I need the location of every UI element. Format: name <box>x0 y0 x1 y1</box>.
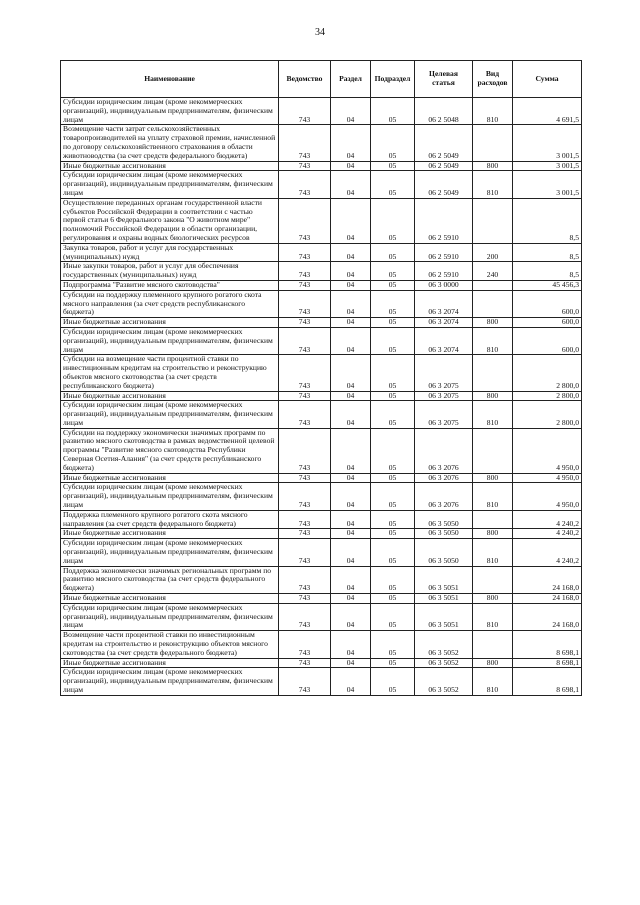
cell-sum: 8 698,1 <box>513 658 582 668</box>
cell-target: 06 3 2075 <box>415 391 473 401</box>
cell-sum: 4 950,0 <box>513 473 582 483</box>
cell-expense: 800 <box>473 594 513 604</box>
cell-expense <box>473 566 513 593</box>
cell-dept: 743 <box>279 483 331 510</box>
cell-name: Субсидии юридическим лицам (кроме некоммерческих организаций), индивидуальным предпринимателям, физическим лицам <box>61 401 279 428</box>
cell-section: 04 <box>331 355 371 391</box>
cell-expense: 240 <box>473 262 513 281</box>
cell-subsection: 05 <box>371 603 415 630</box>
cell-subsection: 05 <box>371 566 415 593</box>
cell-target: 06 3 2075 <box>415 355 473 391</box>
cell-dept: 743 <box>279 125 331 161</box>
cell-target: 06 3 5052 <box>415 658 473 668</box>
cell-target: 06 3 5050 <box>415 539 473 566</box>
table-row <box>61 171 582 198</box>
cell-expense: 810 <box>473 98 513 125</box>
cell-expense: 810 <box>473 171 513 198</box>
cell-expense <box>473 428 513 473</box>
cell-sum: 24 168,0 <box>513 594 582 604</box>
cell-dept: 743 <box>279 391 331 401</box>
cell-expense <box>473 290 513 317</box>
cell-section: 04 <box>331 243 371 262</box>
table-row <box>61 631 582 658</box>
cell-sum: 2 800,0 <box>513 391 582 401</box>
cell-target: 06 2 5049 <box>415 125 473 161</box>
cell-expense: 810 <box>473 668 513 695</box>
cell-subsection: 05 <box>371 510 415 529</box>
cell-target: 06 3 2076 <box>415 428 473 473</box>
cell-section: 04 <box>331 171 371 198</box>
cell-section: 04 <box>331 125 371 161</box>
cell-expense: 810 <box>473 539 513 566</box>
cell-name: Субсидии на поддержку племенного крупного рогатого скота мясного направления (за счет средств республиканского бюджета) <box>61 290 279 317</box>
cell-name: Субсидии юридическим лицам (кроме некоммерческих организаций), индивидуальным предпринимателям, физическим лицам <box>61 539 279 566</box>
cell-target: 06 3 5051 <box>415 603 473 630</box>
cell-name: Субсидии юридическим лицам (кроме некоммерческих организаций), индивидуальным предпринимателям, физическим лицам <box>61 483 279 510</box>
cell-dept: 743 <box>279 566 331 593</box>
table-row <box>61 428 582 473</box>
table-row <box>61 355 582 391</box>
cell-dept: 743 <box>279 529 331 539</box>
cell-name: Иные бюджетные ассигнования <box>61 594 279 604</box>
cell-name: Подпрограмма "Развитие мясного скотоводства" <box>61 280 279 290</box>
cell-name: Возмещение части процентной ставки по инвестиционным кредитам на строительство и реконструкцию объектов мясного скотоводства (за счет средств федерального бюджета) <box>61 631 279 658</box>
header-sum: Сумма <box>513 61 582 98</box>
cell-dept: 743 <box>279 198 331 243</box>
cell-name: Иные закупки товаров, работ и услуг для обеспечения государственных (муниципальных) нужд <box>61 262 279 281</box>
cell-section: 04 <box>331 566 371 593</box>
cell-subsection: 05 <box>371 171 415 198</box>
cell-name: Иные бюджетные ассигнования <box>61 529 279 539</box>
table-row <box>61 280 582 290</box>
cell-target: 06 3 2076 <box>415 473 473 483</box>
cell-subsection: 05 <box>371 290 415 317</box>
cell-dept: 743 <box>279 539 331 566</box>
cell-section: 04 <box>331 473 371 483</box>
cell-name: Субсидии юридическим лицам (кроме некоммерческих организаций), индивидуальным предпринимателям, физическим лицам <box>61 171 279 198</box>
cell-expense: 810 <box>473 327 513 354</box>
cell-name: Закупка товаров, работ и услуг для государственных (муниципальных) нужд <box>61 243 279 262</box>
cell-sum: 4 240,2 <box>513 510 582 529</box>
cell-sum: 600,0 <box>513 327 582 354</box>
cell-subsection: 05 <box>371 262 415 281</box>
cell-section: 04 <box>331 198 371 243</box>
cell-sum: 8,5 <box>513 243 582 262</box>
cell-sum: 8 698,1 <box>513 668 582 695</box>
cell-target: 06 3 2076 <box>415 483 473 510</box>
table-row <box>61 327 582 354</box>
cell-target: 06 3 2075 <box>415 401 473 428</box>
cell-name: Иные бюджетные ассигнования <box>61 473 279 483</box>
cell-sum: 4 950,0 <box>513 428 582 473</box>
page-number: 34 <box>315 27 325 38</box>
cell-expense: 800 <box>473 473 513 483</box>
cell-sum: 600,0 <box>513 290 582 317</box>
cell-dept: 743 <box>279 327 331 354</box>
cell-dept: 743 <box>279 428 331 473</box>
cell-target: 06 2 5048 <box>415 98 473 125</box>
cell-target: 06 3 2074 <box>415 327 473 354</box>
cell-dept: 743 <box>279 658 331 668</box>
cell-subsection: 05 <box>371 594 415 604</box>
cell-target: 06 3 2074 <box>415 290 473 317</box>
cell-subsection: 05 <box>371 658 415 668</box>
cell-dept: 743 <box>279 355 331 391</box>
cell-sum: 3 001,5 <box>513 161 582 171</box>
cell-expense <box>473 510 513 529</box>
cell-section: 04 <box>331 280 371 290</box>
cell-section: 04 <box>331 510 371 529</box>
cell-sum: 2 800,0 <box>513 355 582 391</box>
cell-sum: 4 691,5 <box>513 98 582 125</box>
cell-sum: 24 168,0 <box>513 603 582 630</box>
cell-name: Иные бюджетные ассигнования <box>61 161 279 171</box>
cell-name: Поддержка племенного крупного рогатого скота мясного направления (за счет средств федерального бюджета) <box>61 510 279 529</box>
cell-expense <box>473 631 513 658</box>
cell-expense: 800 <box>473 529 513 539</box>
cell-subsection: 05 <box>371 98 415 125</box>
cell-name: Иные бюджетные ассигнования <box>61 658 279 668</box>
cell-sum: 8,5 <box>513 198 582 243</box>
cell-subsection: 05 <box>371 198 415 243</box>
cell-name: Субсидии юридическим лицам (кроме некоммерческих организаций), индивидуальным предпринимателям, физическим лицам <box>61 327 279 354</box>
cell-sum: 3 001,5 <box>513 125 582 161</box>
cell-sum: 8,5 <box>513 262 582 281</box>
cell-name: Субсидии на поддержку экономически значимых программ по развитию мясного скотоводства в рамках ведомственной целевой программы "Развитие мясного скотоводства Республики Северная Осетия-Алания" (за счет средств республиканского бюджета) <box>61 428 279 473</box>
cell-section: 04 <box>331 668 371 695</box>
table-row <box>61 510 582 529</box>
cell-subsection: 05 <box>371 161 415 171</box>
cell-dept: 743 <box>279 318 331 328</box>
table-header-row <box>61 61 582 98</box>
cell-subsection: 05 <box>371 631 415 658</box>
header-name: Наименование <box>61 61 279 98</box>
table-row <box>61 603 582 630</box>
cell-expense <box>473 355 513 391</box>
table-row <box>61 243 582 262</box>
cell-dept: 743 <box>279 510 331 529</box>
cell-name: Субсидии юридическим лицам (кроме некоммерческих организаций), индивидуальным предпринимателям, физическим лицам <box>61 668 279 695</box>
cell-target: 06 3 5052 <box>415 668 473 695</box>
cell-subsection: 05 <box>371 125 415 161</box>
cell-name: Осуществление переданных органам государственной власти субъектов Российской Федерации в соответствии с частью первой статьи 6 Федерального закона "О животном мире" полномочий Российской Федерации в области организации, регулирования и охраны водных биологических ресурсов <box>61 198 279 243</box>
cell-target: 06 2 5910 <box>415 262 473 281</box>
cell-dept: 743 <box>279 243 331 262</box>
cell-expense: 200 <box>473 243 513 262</box>
header-target: Целевая статья <box>415 61 473 98</box>
cell-subsection: 05 <box>371 243 415 262</box>
cell-subsection: 05 <box>371 280 415 290</box>
table-row <box>61 125 582 161</box>
table-row <box>61 318 582 328</box>
cell-expense <box>473 125 513 161</box>
cell-dept: 743 <box>279 473 331 483</box>
cell-name: Субсидии юридическим лицам (кроме некоммерческих организаций), индивидуальным предпринимателям, физическим лицам <box>61 603 279 630</box>
cell-dept: 743 <box>279 401 331 428</box>
cell-target: 06 3 5050 <box>415 529 473 539</box>
cell-expense: 810 <box>473 401 513 428</box>
cell-dept: 743 <box>279 290 331 317</box>
cell-dept: 743 <box>279 603 331 630</box>
header-dept: Ведомство <box>279 61 331 98</box>
header-expense: Вид расходов <box>473 61 513 98</box>
cell-target: 06 3 2074 <box>415 318 473 328</box>
cell-name: Иные бюджетные ассигнования <box>61 318 279 328</box>
cell-sum: 2 800,0 <box>513 401 582 428</box>
table-row <box>61 290 582 317</box>
cell-expense <box>473 280 513 290</box>
cell-section: 04 <box>331 391 371 401</box>
cell-expense: 800 <box>473 391 513 401</box>
table-row <box>61 539 582 566</box>
cell-name: Поддержка экономически значимых региональных программ по развитию мясного скотоводства (за счет средств федерального бюджета) <box>61 566 279 593</box>
cell-dept: 743 <box>279 98 331 125</box>
cell-sum: 4 240,2 <box>513 529 582 539</box>
cell-sum: 3 001,5 <box>513 171 582 198</box>
cell-subsection: 05 <box>371 327 415 354</box>
cell-expense: 800 <box>473 161 513 171</box>
cell-subsection: 05 <box>371 318 415 328</box>
cell-sum: 24 168,0 <box>513 566 582 593</box>
table-row <box>61 566 582 593</box>
cell-name: Субсидии юридическим лицам (кроме некоммерческих организаций), индивидуальным предпринимателям, физическим лицам <box>61 98 279 125</box>
cell-target: 06 3 5052 <box>415 631 473 658</box>
table-row <box>61 198 582 243</box>
cell-target: 06 2 5049 <box>415 171 473 198</box>
cell-section: 04 <box>331 594 371 604</box>
cell-name: Субсидии на возмещение части процентной ставки по инвестиционным кредитам на строительство и реконструкцию объектов мясного скотоводства (за счет средств республиканского бюджета) <box>61 355 279 391</box>
cell-dept: 743 <box>279 631 331 658</box>
cell-section: 04 <box>331 631 371 658</box>
cell-target: 06 3 0000 <box>415 280 473 290</box>
cell-section: 04 <box>331 318 371 328</box>
cell-subsection: 05 <box>371 401 415 428</box>
cell-subsection: 05 <box>371 473 415 483</box>
table-row <box>61 98 582 125</box>
cell-dept: 743 <box>279 668 331 695</box>
cell-section: 04 <box>331 98 371 125</box>
cell-expense: 800 <box>473 658 513 668</box>
cell-dept: 743 <box>279 161 331 171</box>
cell-section: 04 <box>331 161 371 171</box>
cell-subsection: 05 <box>371 428 415 473</box>
cell-section: 04 <box>331 529 371 539</box>
cell-section: 04 <box>331 428 371 473</box>
cell-section: 04 <box>331 327 371 354</box>
table-row <box>61 401 582 428</box>
cell-target: 06 2 5049 <box>415 161 473 171</box>
cell-target: 06 3 5051 <box>415 566 473 593</box>
table-row <box>61 262 582 281</box>
cell-target: 06 2 5910 <box>415 243 473 262</box>
cell-name: Возмещение части затрат сельскохозяйственных товаропроизводителей на уплату страховой премии, начисленной по договору сельскохозяйственного страхования в области животноводства (за счет средств федерального бюджета) <box>61 125 279 161</box>
cell-sum: 4 240,2 <box>513 539 582 566</box>
cell-section: 04 <box>331 603 371 630</box>
cell-expense: 810 <box>473 603 513 630</box>
table-row <box>61 668 582 695</box>
header-subsection: Подраздел <box>371 61 415 98</box>
cell-sum: 4 950,0 <box>513 483 582 510</box>
header-section: Раздел <box>331 61 371 98</box>
cell-sum: 8 698,1 <box>513 631 582 658</box>
cell-target: 06 2 5910 <box>415 198 473 243</box>
table-row <box>61 594 582 604</box>
cell-section: 04 <box>331 262 371 281</box>
cell-dept: 743 <box>279 594 331 604</box>
cell-section: 04 <box>331 483 371 510</box>
cell-sum: 45 456,3 <box>513 280 582 290</box>
cell-target: 06 3 5051 <box>415 594 473 604</box>
budget-table <box>60 60 582 696</box>
cell-target: 06 3 5050 <box>415 510 473 529</box>
cell-expense <box>473 198 513 243</box>
cell-section: 04 <box>331 290 371 317</box>
cell-subsection: 05 <box>371 539 415 566</box>
cell-dept: 743 <box>279 262 331 281</box>
table-row <box>61 483 582 510</box>
cell-section: 04 <box>331 401 371 428</box>
cell-subsection: 05 <box>371 529 415 539</box>
cell-name: Иные бюджетные ассигнования <box>61 391 279 401</box>
cell-sum: 600,0 <box>513 318 582 328</box>
cell-dept: 743 <box>279 280 331 290</box>
cell-section: 04 <box>331 658 371 668</box>
cell-expense: 810 <box>473 483 513 510</box>
cell-expense: 800 <box>473 318 513 328</box>
cell-subsection: 05 <box>371 391 415 401</box>
cell-subsection: 05 <box>371 483 415 510</box>
cell-subsection: 05 <box>371 668 415 695</box>
cell-dept: 743 <box>279 171 331 198</box>
cell-subsection: 05 <box>371 355 415 391</box>
cell-section: 04 <box>331 539 371 566</box>
